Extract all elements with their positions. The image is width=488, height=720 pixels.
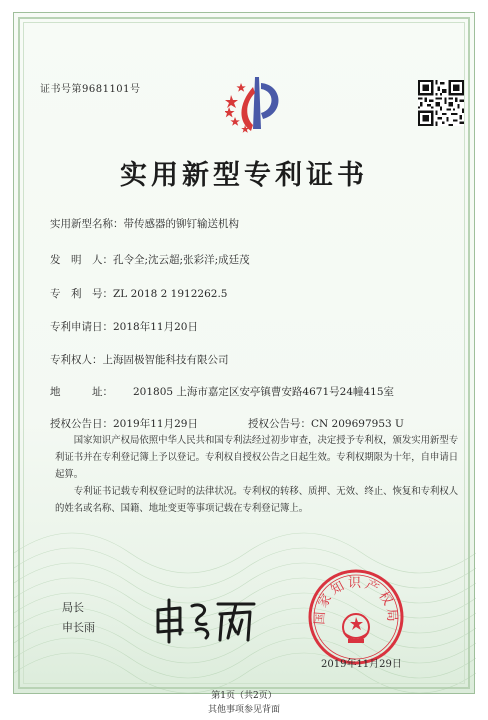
address-label: 地 址： — [50, 386, 113, 398]
guilloche-pattern — [14, 493, 476, 693]
patentee-value: 上海固极智能科技有限公司 — [102, 354, 229, 366]
patent-number-row — [50, 286, 227, 301]
footer-note: 其他事项参见背面 — [207, 705, 280, 715]
utility-model-name-value: 带传感器的铆钉输送机构 — [123, 218, 239, 230]
grant-statement-paragraph: 国家知识产权局依照中华人民共和国专利法经过初步审查，决定授予专利权，颁发实用新型专利证书并在专利登记簿上予以登记。专利权自授权公告之日起生效。专利权期限为十年，自申请日起算。 — [55, 435, 459, 480]
grant-date-label: 授权公告日： — [50, 418, 113, 430]
utility-model-name-label: 实用新型名称： — [50, 218, 124, 230]
patent-number-value: ZL 2018 2 1912262.5 — [113, 288, 228, 300]
director-title: 局长 — [62, 601, 84, 614]
cnipa-logo-icon — [225, 73, 289, 137]
address-row — [50, 384, 394, 399]
seal-text: 国家知识产权局 — [312, 576, 400, 626]
grant-number-row — [248, 416, 404, 431]
filing-date-label: 专利申请日： — [50, 321, 113, 333]
official-seal — [306, 567, 406, 667]
legal-status-paragraph: 专利证书记载专利权登记时的法律状况。专利权的转移、质押、无效、终止、恢复和专利权人的姓名或名称、国籍、地址变更等事项记载在专利登记簿上。 — [55, 486, 459, 514]
patentee-row — [50, 352, 229, 367]
svg-text:国家知识产权局 — [313, 576, 400, 625]
inventor-row — [50, 252, 250, 267]
certificate-number: 证书号第9681101号 — [40, 84, 141, 95]
certificate-title: 实用新型专利证书 — [120, 160, 368, 191]
signing-date: 2019年11月29日 — [321, 659, 402, 670]
address-value: 201805 上海市嘉定区安亭镇曹安路4671号24幢415室 — [133, 386, 395, 398]
qr-code-icon — [418, 80, 464, 126]
patent-number-label: 专 利 号： — [50, 288, 113, 300]
page-number: 第1页（共2页） — [211, 691, 277, 701]
grant-number-label: 授权公告号： — [248, 418, 311, 430]
inventor-value: 孔令全;沈云超;张彩洋;成廷茂 — [113, 254, 250, 266]
director-signature — [150, 596, 260, 644]
inventor-label: 发 明 人： — [50, 254, 113, 266]
certificate — [13, 12, 475, 701]
utility-model-name-row — [50, 216, 239, 231]
filing-date-row — [50, 319, 198, 334]
grant-number-value: CN 209697953 U — [311, 418, 404, 430]
filing-date-value: 2018年11月20日 — [113, 321, 198, 333]
grant-date-row — [50, 416, 198, 431]
grant-date-value: 2019年11月29日 — [113, 418, 198, 430]
director-name: 申长雨 — [62, 621, 95, 634]
patentee-label: 专利权人： — [50, 354, 103, 366]
